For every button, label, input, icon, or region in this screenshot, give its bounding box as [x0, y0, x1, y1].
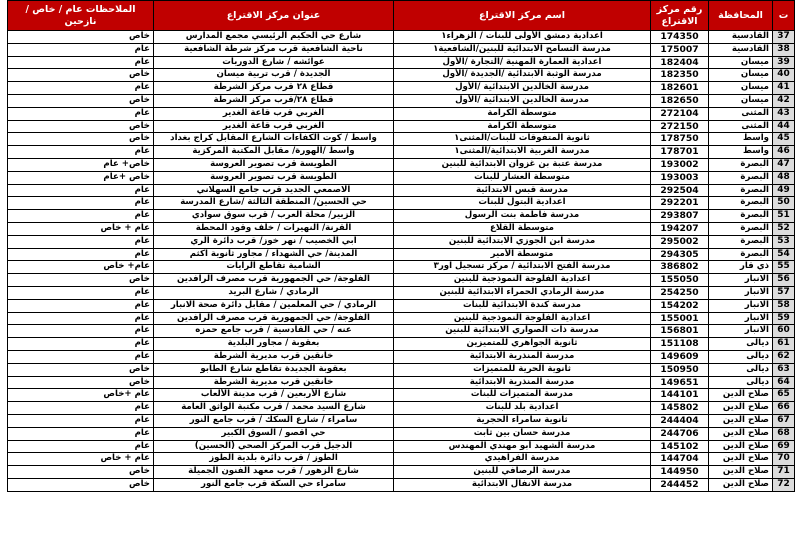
center-address-cell: سامراء حي السكة قرب جامع النور: [154, 478, 394, 491]
notes-cell: عام: [8, 210, 154, 223]
row-number: 56: [773, 274, 795, 287]
center-code-cell: 295002: [651, 235, 709, 248]
notes-cell: عام: [8, 107, 154, 120]
row-number: 66: [773, 402, 795, 415]
province-cell: صلاح الدين: [709, 389, 773, 402]
province-cell: البصرة: [709, 171, 773, 184]
notes-cell: عام: [8, 43, 154, 56]
province-cell: الانبار: [709, 274, 773, 287]
center-address-cell: شارع الأربعين / قرب مدينة الألعاب: [154, 389, 394, 402]
center-code-cell: 292201: [651, 197, 709, 210]
row-number: 43: [773, 107, 795, 120]
center-address-cell: الاصمعي الجديد قرب جامع السهلاني: [154, 184, 394, 197]
row-number: 58: [773, 299, 795, 312]
center-name-cell: متوسطة الكرامة: [394, 107, 651, 120]
row-number: 55: [773, 261, 795, 274]
center-address-cell: شارع حي الحكيم الرئيسي مجمع المدارس: [154, 31, 394, 44]
table-row: [8, 197, 795, 210]
row-number: 46: [773, 146, 795, 159]
table-row: [8, 69, 795, 82]
row-number: 47: [773, 158, 795, 171]
province-cell: صلاح الدين: [709, 478, 773, 491]
notes-cell: خاص: [8, 69, 154, 82]
province-cell: ميسان: [709, 69, 773, 82]
center-code-cell: 145802: [651, 402, 709, 415]
center-code-cell: 244452: [651, 478, 709, 491]
table-row: [8, 261, 795, 274]
center-address-cell: شارع السيد محمد / قرب مكتبة الواثق العامة: [154, 402, 394, 415]
center-name-cell: ثانوية الجواهري للمتميزين: [394, 338, 651, 351]
center-address-cell: عوائشه / شارع الدوريات: [154, 56, 394, 69]
table-row: [8, 350, 795, 363]
province-cell: الانبار: [709, 312, 773, 325]
row-number: 70: [773, 453, 795, 466]
center-address-cell: بعقوبة الجديدة تقاطع شارع الطابو: [154, 363, 394, 376]
center-name-cell: مدرسة الغربية الابتدائية/المثنى١: [394, 146, 651, 159]
center-address-cell: قطاع ٢٨ قرب مركز الشرطة: [154, 82, 394, 95]
center-code-cell: 155050: [651, 274, 709, 287]
header-address: عنوان مركز الاقتراع: [154, 1, 394, 31]
notes-cell: عام: [8, 427, 154, 440]
center-name-cell: مدرسة قبس الابتدائية: [394, 184, 651, 197]
province-cell: صلاح الدين: [709, 427, 773, 440]
notes-cell: عام: [8, 82, 154, 95]
center-code-cell: 182650: [651, 94, 709, 107]
center-name-cell: متوسطة الأمير: [394, 248, 651, 261]
province-cell: ميسان: [709, 94, 773, 107]
center-name-cell: ثانوية سامراء الحجرية: [394, 414, 651, 427]
center-code-cell: 182601: [651, 82, 709, 95]
center-code-cell: 150950: [651, 363, 709, 376]
center-name-cell: ثانوية المتفوقات للبنات/المثنى١: [394, 133, 651, 146]
center-code-cell: 178701: [651, 146, 709, 159]
row-number: 61: [773, 338, 795, 351]
table-row: [8, 312, 795, 325]
row-number: 57: [773, 286, 795, 299]
center-name-cell: اعدادية الفلوجة النموذجية للبنين: [394, 274, 651, 287]
province-cell: البصرة: [709, 235, 773, 248]
notes-cell: خاص +عام: [8, 171, 154, 184]
table-row: [8, 466, 795, 479]
table-row: [8, 56, 795, 69]
province-cell: البصرة: [709, 158, 773, 171]
center-code-cell: 254250: [651, 286, 709, 299]
center-address-cell: الدجيل قرب المركز الصحي (الحسين): [154, 440, 394, 453]
center-name-cell: مدرسة الرصافي للبنين: [394, 466, 651, 479]
center-name-cell: اعدادية العمارة المهنية /التجارة /الأول: [394, 56, 651, 69]
province-cell: صلاح الدين: [709, 453, 773, 466]
table-row: [8, 274, 795, 287]
province-cell: البصرة: [709, 248, 773, 261]
notes-cell: عام + خاص: [8, 222, 154, 235]
province-cell: صلاح الدين: [709, 402, 773, 415]
notes-cell: عام: [8, 402, 154, 415]
center-code-cell: 155001: [651, 312, 709, 325]
center-address-cell: الزبير/ محلة العرب / قرب سوق سوادي: [154, 210, 394, 223]
center-address-cell: الطوز / قرب دائرة بلدية الطوز: [154, 453, 394, 466]
header-code: رقم مركز الاقتراع: [651, 1, 709, 31]
center-name-cell: متوسطة القلاع: [394, 222, 651, 235]
row-number: 40: [773, 69, 795, 82]
center-code-cell: 149609: [651, 350, 709, 363]
center-address-cell: واسط /الهورة/ مقابل المكتبة المركزية: [154, 146, 394, 159]
center-name-cell: مدرسة المنذرية الابتدائية: [394, 376, 651, 389]
center-name-cell: اعدادية البتول للبنات: [394, 197, 651, 210]
notes-cell: خاص: [8, 133, 154, 146]
province-cell: المثنى: [709, 120, 773, 133]
center-address-cell: الطويسة قرب تصوير العروسة: [154, 171, 394, 184]
center-code-cell: 174350: [651, 31, 709, 44]
notes-cell: خاص: [8, 31, 154, 44]
table-row: [8, 402, 795, 415]
center-code-cell: 244404: [651, 414, 709, 427]
header-num: ت: [773, 1, 795, 31]
center-address-cell: عنه / حي القادسية / قرب جامع حمزه: [154, 325, 394, 338]
notes-cell: عام: [8, 235, 154, 248]
center-name-cell: اعدادية دمشق الأولى للبنات / الزهراء١: [394, 31, 651, 44]
center-code-cell: 293807: [651, 210, 709, 223]
center-address-cell: الطويسة قرب تصوير العروسة: [154, 158, 394, 171]
table-row: [8, 82, 795, 95]
province-cell: البصرة: [709, 210, 773, 223]
province-cell: ميسان: [709, 82, 773, 95]
notes-cell: عام: [8, 146, 154, 159]
notes-cell: خاص: [8, 120, 154, 133]
center-address-cell: المدينة/ حي الشهداء / مجاور ثانوية اكثم: [154, 248, 394, 261]
row-number: 67: [773, 414, 795, 427]
header-row: [8, 1, 795, 31]
table-row: [8, 363, 795, 376]
notes-cell: عام: [8, 414, 154, 427]
notes-cell: عام: [8, 248, 154, 261]
table-row: [8, 222, 795, 235]
center-address-cell: قطاع ٢٨/قرب مركز الشرطة: [154, 94, 394, 107]
center-name-cell: مدرسة ابن الجوزي الابتدائية للبنين: [394, 235, 651, 248]
center-code-cell: 272150: [651, 120, 709, 133]
center-name-cell: مدرسة المنذرية الابتدائية: [394, 350, 651, 363]
polling-centers-sheet: [7, 0, 794, 492]
center-address-cell: الشامية تقاطع الرايات: [154, 261, 394, 274]
center-name-cell: مدرسة الخالدين الابتدائية /الأول: [394, 82, 651, 95]
table-row: [8, 325, 795, 338]
center-name-cell: مدرسة عتبة بن غزوان الابتدائية للبنين: [394, 158, 651, 171]
table-row: [8, 210, 795, 223]
province-cell: ذي قار: [709, 261, 773, 274]
row-number: 49: [773, 184, 795, 197]
table-row: [8, 453, 795, 466]
row-number: 62: [773, 350, 795, 363]
notes-cell: عام: [8, 184, 154, 197]
center-code-cell: 182404: [651, 56, 709, 69]
row-number: 64: [773, 376, 795, 389]
polling-centers-table: [7, 0, 795, 492]
table-row: [8, 107, 795, 120]
center-code-cell: 386802: [651, 261, 709, 274]
table-row: [8, 286, 795, 299]
center-code-cell: 193002: [651, 158, 709, 171]
center-code-cell: 144101: [651, 389, 709, 402]
center-address-cell: الغربي قرب قاعة الغدير: [154, 107, 394, 120]
notes-cell: عام: [8, 299, 154, 312]
center-address-cell: ناحية الشافعية قرب مركز شرطة الشافعية: [154, 43, 394, 56]
center-address-cell: الرمادي / شارع البريد: [154, 286, 394, 299]
table-row: [8, 389, 795, 402]
notes-cell: عام: [8, 350, 154, 363]
province-cell: البصرة: [709, 197, 773, 210]
row-number: 63: [773, 363, 795, 376]
table-row: [8, 478, 795, 491]
center-code-cell: 175007: [651, 43, 709, 56]
table-row: [8, 299, 795, 312]
center-code-cell: 149651: [651, 376, 709, 389]
center-address-cell: خانقين قرب مديرية الشرطة: [154, 350, 394, 363]
row-number: 60: [773, 325, 795, 338]
table-row: [8, 414, 795, 427]
notes-cell: خاص: [8, 376, 154, 389]
table-row: [8, 248, 795, 261]
notes-cell: عام+ خاص: [8, 261, 154, 274]
center-code-cell: 156801: [651, 325, 709, 338]
row-number: 42: [773, 94, 795, 107]
center-name-cell: مدرسة الخالدين الابتدائية /الأول: [394, 94, 651, 107]
province-cell: القادسية: [709, 43, 773, 56]
center-address-cell: الغربي قرب قاعة الغدير: [154, 120, 394, 133]
notes-cell: خاص+ عام: [8, 158, 154, 171]
province-cell: البصرة: [709, 184, 773, 197]
province-cell: البصرة: [709, 222, 773, 235]
notes-cell: عام: [8, 440, 154, 453]
row-number: 38: [773, 43, 795, 56]
center-code-cell: 151108: [651, 338, 709, 351]
province-cell: ميسان: [709, 56, 773, 69]
center-address-cell: سامراء / شارع السكك / قرب جامع النور: [154, 414, 394, 427]
province-cell: واسط: [709, 133, 773, 146]
center-name-cell: اعدادية الفلوجة النموذجية للبنين: [394, 312, 651, 325]
center-name-cell: متوسطة العشار للبنات: [394, 171, 651, 184]
center-code-cell: 144704: [651, 453, 709, 466]
notes-cell: عام: [8, 56, 154, 69]
table-row: [8, 338, 795, 351]
header-notes: الملاحظات عام / خاص / نازحين: [8, 1, 154, 31]
center-code-cell: 244706: [651, 427, 709, 440]
notes-cell: خاص: [8, 466, 154, 479]
notes-cell: عام + خاص: [8, 453, 154, 466]
notes-cell: عام: [8, 197, 154, 210]
table-row: [8, 440, 795, 453]
province-cell: صلاح الدين: [709, 440, 773, 453]
province-cell: صلاح الدين: [709, 414, 773, 427]
province-cell: ديالى: [709, 376, 773, 389]
center-address-cell: الفلوجة/ حي الجمهورية قرب مصرف الرافدين: [154, 274, 394, 287]
table-row: [8, 94, 795, 107]
notes-cell: عام: [8, 338, 154, 351]
notes-cell: عام: [8, 286, 154, 299]
center-name-cell: اعدادية بلد للبنات: [394, 402, 651, 415]
center-address-cell: شارع الزهور / قرب معهد الفنون الجميلة: [154, 466, 394, 479]
row-number: 59: [773, 312, 795, 325]
center-code-cell: 144950: [651, 466, 709, 479]
table-row: [8, 171, 795, 184]
center-name-cell: مدرسة الانفال الابتدائية: [394, 478, 651, 491]
center-code-cell: 154202: [651, 299, 709, 312]
center-address-cell: خانقين قرب مديرية الشرطة: [154, 376, 394, 389]
province-cell: صلاح الدين: [709, 466, 773, 479]
row-number: 48: [773, 171, 795, 184]
center-name-cell: مدرسة كندة الابتدائية للبنات: [394, 299, 651, 312]
row-number: 72: [773, 478, 795, 491]
table-row: [8, 376, 795, 389]
center-code-cell: 182350: [651, 69, 709, 82]
center-name-cell: مدرسة الفتح الابتدائية / مركز تسجيل اور٣: [394, 261, 651, 274]
center-name-cell: مدرسة ذات الصواري الابتدائية للبنين: [394, 325, 651, 338]
center-name-cell: مدرسة التسامح الابتدائية للبنين/الشافعية١: [394, 43, 651, 56]
table-row: [8, 133, 795, 146]
table-row: [8, 235, 795, 248]
center-address-cell: ابي الخصيب / نهر خوز/ قرب دائرة الري: [154, 235, 394, 248]
row-number: 45: [773, 133, 795, 146]
province-cell: ديالى: [709, 350, 773, 363]
notes-cell: خاص: [8, 363, 154, 376]
header-name: اسم مركز الاقتراع: [394, 1, 651, 31]
notes-cell: عام: [8, 312, 154, 325]
center-address-cell: حي الحسين/ المنطقة الثالثة /شارع المدرسة: [154, 197, 394, 210]
center-name-cell: مدرسة الفراهيدي: [394, 453, 651, 466]
center-code-cell: 292504: [651, 184, 709, 197]
province-cell: ديالى: [709, 338, 773, 351]
center-address-cell: الجديدة / قرب تربية ميسان: [154, 69, 394, 82]
row-number: 44: [773, 120, 795, 133]
center-name-cell: ثانوية الحرية للمتميزات: [394, 363, 651, 376]
notes-cell: خاص: [8, 478, 154, 491]
row-number: 65: [773, 389, 795, 402]
row-number: 41: [773, 82, 795, 95]
center-address-cell: الرمادي / حي المعلمين / مقابل دائرة صحة الانبار: [154, 299, 394, 312]
row-number: 69: [773, 440, 795, 453]
center-name-cell: مدرسة الشهيد أبو مهندي المهندس: [394, 440, 651, 453]
center-name-cell: مدرسة الرمادي الحمراء الابتدائية للبنين: [394, 286, 651, 299]
province-cell: الانبار: [709, 325, 773, 338]
table-row: [8, 146, 795, 159]
center-address-cell: واسط / كوت الكفاءات الشارع المقابل كراج بغداد: [154, 133, 394, 146]
province-cell: ديالى: [709, 363, 773, 376]
table-row: [8, 43, 795, 56]
center-code-cell: 294305: [651, 248, 709, 261]
table-row: [8, 184, 795, 197]
row-number: 68: [773, 427, 795, 440]
table-row: [8, 427, 795, 440]
row-number: 71: [773, 466, 795, 479]
row-number: 39: [773, 56, 795, 69]
center-code-cell: 194207: [651, 222, 709, 235]
province-cell: المثنى: [709, 107, 773, 120]
center-address-cell: القرنة/ النهيرات / خلف وقود المحطة: [154, 222, 394, 235]
notes-cell: خاص: [8, 94, 154, 107]
center-name-cell: مدرسة المتميزات للبنات: [394, 389, 651, 402]
center-code-cell: 178750: [651, 133, 709, 146]
province-cell: الانبار: [709, 299, 773, 312]
center-address-cell: بعقوبة / مجاور البلدية: [154, 338, 394, 351]
province-cell: واسط: [709, 146, 773, 159]
row-number: 53: [773, 235, 795, 248]
table-row: [8, 31, 795, 44]
province-cell: الانبار: [709, 286, 773, 299]
province-cell: القادسية: [709, 31, 773, 44]
center-code-cell: 145102: [651, 440, 709, 453]
table-row: [8, 120, 795, 133]
center-code-cell: 193003: [651, 171, 709, 184]
row-number: 37: [773, 31, 795, 44]
row-number: 51: [773, 210, 795, 223]
notes-cell: عام: [8, 325, 154, 338]
center-code-cell: 272104: [651, 107, 709, 120]
center-name-cell: مدرسة حسان بين ثابت: [394, 427, 651, 440]
notes-cell: عام +خاص: [8, 389, 154, 402]
center-name-cell: مدرسة الوثبة الابتدائية /الجديدة /الأول: [394, 69, 651, 82]
header-province: المحافظة: [709, 1, 773, 31]
center-name-cell: مدرسة فاطمة بنت الرسول: [394, 210, 651, 223]
center-address-cell: حي اقصو / السوق الكبير: [154, 427, 394, 440]
table-row: [8, 158, 795, 171]
notes-cell: خاص: [8, 274, 154, 287]
row-number: 54: [773, 248, 795, 261]
center-address-cell: الفلوجة/ حي الجمهورية قرب مصرف الرافدين: [154, 312, 394, 325]
row-number: 50: [773, 197, 795, 210]
row-number: 52: [773, 222, 795, 235]
center-name-cell: متوسطة الكرامة: [394, 120, 651, 133]
